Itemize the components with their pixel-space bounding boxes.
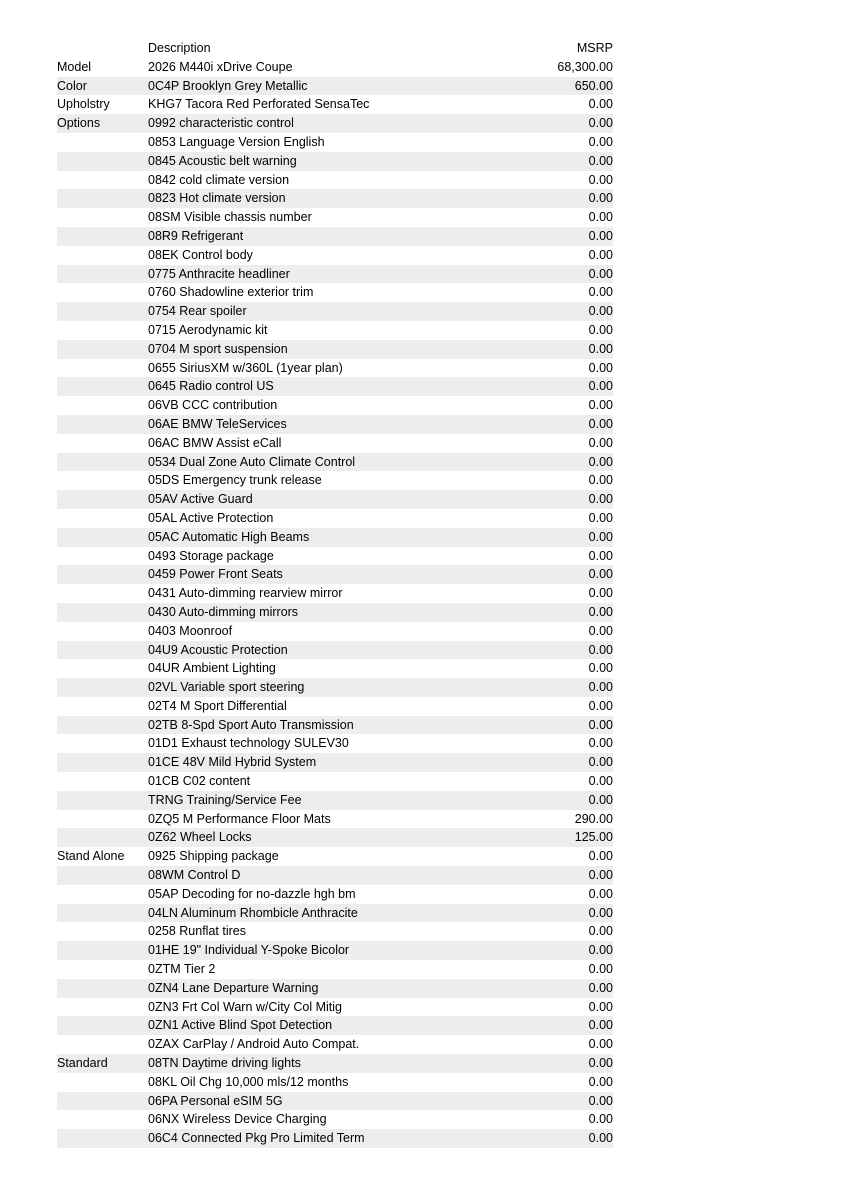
table-row	[57, 58, 613, 77]
description-cell: 0754 Rear spoiler	[148, 302, 522, 321]
category-cell	[57, 603, 148, 622]
category-cell	[57, 509, 148, 528]
table-row	[57, 1035, 613, 1054]
category-cell	[57, 828, 148, 847]
description-cell: 06PA Personal eSIM 5G	[148, 1092, 522, 1111]
msrp-cell: 0.00	[588, 924, 613, 939]
table-row	[57, 1129, 613, 1148]
msrp-cell: 0.00	[588, 510, 613, 525]
msrp-cell: 0.00	[588, 1074, 613, 1089]
category-cell	[57, 941, 148, 960]
description-cell: 01HE 19" Individual Y-Spoke Bicolor	[148, 941, 522, 960]
category-cell	[57, 922, 148, 941]
msrp-cell: 0.00	[522, 152, 613, 171]
table-row	[57, 1073, 613, 1092]
description-header: Description	[148, 39, 522, 58]
msrp-cell: 0.00	[588, 1112, 613, 1127]
description-cell: 06VB CCC contribution	[148, 398, 278, 413]
table-row	[57, 922, 613, 941]
msrp-cell: 0.00	[588, 698, 613, 713]
msrp-cell: 0.00	[588, 849, 613, 864]
category-cell	[57, 791, 148, 810]
description-cell: 0992 characteristic control	[148, 114, 522, 133]
msrp-cell: 0.00	[522, 189, 613, 208]
msrp-cell: 0.00	[522, 791, 613, 810]
table-row	[57, 584, 613, 603]
table-row	[57, 716, 613, 735]
table-row	[57, 377, 613, 396]
msrp-cell: 0.00	[522, 265, 613, 284]
category-cell	[57, 283, 148, 302]
msrp-cell: 650.00	[522, 77, 613, 96]
table-row	[57, 302, 613, 321]
description-cell: 0ZAX CarPlay / Android Auto Compat.	[148, 1037, 360, 1052]
msrp-cell: 0.00	[522, 941, 613, 960]
category-cell	[57, 189, 148, 208]
table-row	[57, 359, 613, 378]
table-row	[57, 791, 613, 810]
description-cell: 0853 Language Version English	[148, 134, 325, 149]
table-row	[57, 246, 613, 265]
table-row	[57, 528, 613, 547]
table-row	[57, 208, 613, 227]
table-row	[57, 415, 613, 434]
msrp-cell: 0.00	[522, 377, 613, 396]
msrp-cell: 0.00	[522, 565, 613, 584]
msrp-cell: 0.00	[522, 528, 613, 547]
msrp-cell: 0.00	[588, 962, 613, 977]
category-cell	[57, 1129, 148, 1148]
category-cell	[57, 377, 148, 396]
msrp-cell: 0.00	[522, 1129, 613, 1148]
category-cell	[57, 584, 148, 603]
table-row	[57, 697, 613, 716]
description-cell: 0459 Power Front Seats	[148, 565, 522, 584]
table-row	[57, 171, 613, 190]
msrp-cell: 0.00	[522, 678, 613, 697]
category-cell	[57, 565, 148, 584]
category-cell	[57, 246, 148, 265]
description-cell: TRNG Training/Service Fee	[148, 791, 522, 810]
table-row	[57, 434, 613, 453]
category-cell: Color	[57, 77, 148, 96]
table-row	[57, 396, 613, 415]
category-cell	[57, 208, 148, 227]
msrp-cell: 0.00	[522, 490, 613, 509]
msrp-cell: 0.00	[588, 1037, 613, 1052]
category-cell	[57, 359, 148, 378]
description-cell: 0431 Auto-dimming rearview mirror	[148, 586, 343, 601]
description-cell: 02T4 M Sport Differential	[148, 698, 287, 713]
table-row	[57, 340, 613, 359]
category-cell	[57, 772, 148, 791]
description-cell: 04U9 Acoustic Protection	[148, 641, 522, 660]
category-header	[57, 39, 148, 58]
description-cell: 02VL Variable sport steering	[148, 678, 522, 697]
category-cell	[57, 453, 148, 472]
description-cell: 0ZTM Tier 2	[148, 962, 216, 977]
msrp-cell: 0.00	[588, 473, 613, 488]
msrp-cell: 0.00	[588, 736, 613, 751]
msrp-cell: 0.00	[522, 603, 613, 622]
table-row	[57, 1016, 613, 1035]
category-cell	[57, 866, 148, 885]
table-row	[57, 471, 613, 490]
description-cell: 0493 Storage package	[148, 548, 274, 563]
description-cell: 06NX Wireless Device Charging	[148, 1112, 327, 1127]
description-cell: 08WM Control D	[148, 866, 522, 885]
category-cell: Options	[57, 114, 148, 133]
description-cell: 08R9 Refrigerant	[148, 227, 522, 246]
msrp-cell: 0.00	[588, 661, 613, 676]
description-cell: 0845 Acoustic belt warning	[148, 152, 522, 171]
table-row	[57, 1110, 613, 1129]
category-cell	[57, 434, 148, 453]
table-row	[57, 960, 613, 979]
table-row	[57, 565, 613, 584]
description-cell: 01CE 48V Mild Hybrid System	[148, 753, 522, 772]
msrp-cell: 0.00	[588, 97, 613, 112]
category-cell	[57, 471, 148, 490]
table-row	[57, 641, 613, 660]
category-cell: Model	[57, 59, 92, 74]
category-cell	[57, 885, 148, 904]
msrp-cell: 0.00	[588, 774, 613, 789]
spec-table-body	[57, 58, 613, 1148]
table-row	[57, 772, 613, 791]
description-cell: 06AC BMW Assist eCall	[148, 435, 282, 450]
description-cell: 0258 Runflat tires	[148, 924, 246, 939]
description-cell: 0715 Aerodynamic kit	[148, 322, 268, 337]
category-cell	[57, 810, 148, 829]
table-row	[57, 95, 613, 114]
table-row	[57, 547, 613, 566]
msrp-cell: 0.00	[522, 753, 613, 772]
msrp-cell: 0.00	[588, 999, 613, 1014]
description-cell: 05AP Decoding for no-dazzle hgh bm	[148, 886, 356, 901]
table-row	[57, 133, 613, 152]
category-cell	[57, 302, 148, 321]
table-row	[57, 734, 613, 753]
category-cell	[57, 1092, 148, 1111]
msrp-cell: 0.00	[588, 285, 613, 300]
description-cell: 0645 Radio control US	[148, 377, 522, 396]
description-cell: 04LN Aluminum Rhombicle Anthracite	[148, 904, 522, 923]
msrp-cell: 0.00	[588, 886, 613, 901]
description-cell: 06AE BMW TeleServices	[148, 415, 522, 434]
table-row	[57, 77, 613, 96]
description-cell: 08EK Control body	[148, 247, 253, 262]
category-cell	[57, 904, 148, 923]
table-row	[57, 509, 613, 528]
category-cell	[57, 490, 148, 509]
category-cell	[57, 547, 148, 566]
table-row	[57, 114, 613, 133]
msrp-cell: 0.00	[588, 210, 613, 225]
msrp-cell: 0.00	[522, 641, 613, 660]
table-row	[57, 189, 613, 208]
table-row	[57, 810, 613, 829]
msrp-cell: 125.00	[522, 828, 613, 847]
msrp-cell: 0.00	[522, 340, 613, 359]
description-cell: 06C4 Connected Pkg Pro Limited Term	[148, 1129, 522, 1148]
description-cell: 0403 Moonroof	[148, 623, 233, 638]
category-cell	[57, 622, 148, 641]
msrp-cell: 0.00	[522, 904, 613, 923]
category-cell	[57, 1035, 148, 1054]
category-cell	[57, 133, 148, 152]
category-cell: Stand Alone	[57, 849, 125, 864]
description-cell: 0704 M sport suspension	[148, 340, 522, 359]
msrp-cell: 0.00	[522, 979, 613, 998]
msrp-cell: 0.00	[522, 114, 613, 133]
msrp-cell: 0.00	[522, 1054, 613, 1073]
category-cell: Upholstry	[57, 97, 110, 112]
table-row	[57, 227, 613, 246]
msrp-cell: 0.00	[522, 716, 613, 735]
description-cell: 04UR Ambient Lighting	[148, 661, 276, 676]
description-cell: 08KL Oil Chg 10,000 mls/12 months	[148, 1074, 349, 1089]
description-cell: 02TB 8-Spd Sport Auto Transmission	[148, 716, 522, 735]
description-cell: 0ZN1 Active Blind Spot Detection	[148, 1016, 522, 1035]
category-cell	[57, 171, 148, 190]
msrp-cell: 0.00	[588, 586, 613, 601]
description-cell: 0ZN4 Lane Departure Warning	[148, 979, 522, 998]
description-cell: 0823 Hot climate version	[148, 189, 522, 208]
category-cell	[57, 998, 148, 1017]
description-cell: 0760 Shadowline exterior trim	[148, 285, 314, 300]
category-cell	[57, 415, 148, 434]
description-cell: 0C4P Brooklyn Grey Metallic	[148, 77, 522, 96]
description-cell: 0655 SiriusXM w/360L (1year plan)	[148, 360, 343, 375]
category-cell: Standard	[57, 1054, 148, 1073]
description-cell: 0430 Auto-dimming mirrors	[148, 603, 522, 622]
msrp-cell: 0.00	[588, 398, 613, 413]
description-cell: 05AC Automatic High Beams	[148, 528, 522, 547]
table-row	[57, 904, 613, 923]
category-cell	[57, 1016, 148, 1035]
msrp-cell: 0.00	[522, 1016, 613, 1035]
description-cell: 0ZN3 Frt Col Warn w/City Col Mitig	[148, 999, 343, 1014]
description-cell: KHG7 Tacora Red Perforated SensaTec	[148, 97, 370, 112]
category-cell	[57, 340, 148, 359]
msrp-cell: 0.00	[522, 415, 613, 434]
msrp-cell: 0.00	[588, 134, 613, 149]
table-row	[57, 678, 613, 697]
category-cell	[57, 1073, 148, 1092]
description-cell: 05AL Active Protection	[148, 510, 274, 525]
table-row	[57, 753, 613, 772]
msrp-cell: 0.00	[522, 227, 613, 246]
msrp-cell: 0.00	[588, 623, 613, 638]
table-row	[57, 847, 613, 866]
msrp-cell: 0.00	[522, 866, 613, 885]
table-row	[57, 321, 613, 340]
category-cell	[57, 265, 148, 284]
table-row	[57, 885, 613, 904]
description-cell: 0Z62 Wheel Locks	[148, 828, 522, 847]
msrp-cell: 0.00	[588, 247, 613, 262]
msrp-cell: 0.00	[588, 548, 613, 563]
msrp-cell: 0.00	[522, 1092, 613, 1111]
category-cell	[57, 734, 148, 753]
table-row	[57, 1054, 613, 1073]
category-cell	[57, 960, 148, 979]
table-row	[57, 622, 613, 641]
msrp-cell: 290.00	[574, 811, 613, 826]
msrp-cell: 0.00	[588, 322, 613, 337]
description-cell: 08TN Daytime driving lights	[148, 1054, 522, 1073]
description-cell: 0534 Dual Zone Auto Climate Control	[148, 453, 522, 472]
table-row	[57, 979, 613, 998]
category-cell	[57, 1110, 148, 1129]
description-cell: 01CB C02 content	[148, 774, 251, 789]
table-row	[57, 603, 613, 622]
description-cell: 05AV Active Guard	[148, 490, 522, 509]
table-row	[57, 265, 613, 284]
table-row	[57, 152, 613, 171]
table-row	[57, 998, 613, 1017]
table-row	[57, 659, 613, 678]
msrp-cell: 68,300.00	[557, 59, 613, 74]
table-row	[57, 453, 613, 472]
category-cell	[57, 152, 148, 171]
description-cell: 05DS Emergency trunk release	[148, 473, 322, 488]
category-cell	[57, 396, 148, 415]
category-cell	[57, 659, 148, 678]
msrp-cell: 0.00	[522, 302, 613, 321]
msrp-cell: 0.00	[588, 172, 613, 187]
category-cell	[57, 321, 148, 340]
description-cell: 0ZQ5 M Performance Floor Mats	[148, 811, 331, 826]
table-row	[57, 828, 613, 847]
msrp-header: MSRP	[522, 39, 613, 58]
description-cell: 0925 Shipping package	[148, 849, 279, 864]
msrp-cell: 0.00	[522, 453, 613, 472]
category-cell	[57, 528, 148, 547]
table-row	[57, 866, 613, 885]
vehicle-spec-table	[57, 39, 613, 1148]
table-row	[57, 1092, 613, 1111]
msrp-cell: 0.00	[588, 435, 613, 450]
category-cell	[57, 716, 148, 735]
description-cell: 0775 Anthracite headliner	[148, 265, 522, 284]
category-cell	[57, 227, 148, 246]
table-row	[57, 490, 613, 509]
description-cell: 01D1 Exhaust technology SULEV30	[148, 736, 349, 751]
table-row	[57, 941, 613, 960]
category-cell	[57, 641, 148, 660]
description-cell: 08SM Visible chassis number	[148, 210, 312, 225]
category-cell	[57, 753, 148, 772]
header-row	[57, 39, 613, 58]
table-row	[57, 283, 613, 302]
category-cell	[57, 678, 148, 697]
spec-table-header	[57, 39, 613, 58]
category-cell	[57, 979, 148, 998]
msrp-cell: 0.00	[588, 360, 613, 375]
description-cell: 2026 M440i xDrive Coupe	[148, 59, 293, 74]
category-cell	[57, 697, 148, 716]
description-cell: 0842 cold climate version	[148, 172, 290, 187]
